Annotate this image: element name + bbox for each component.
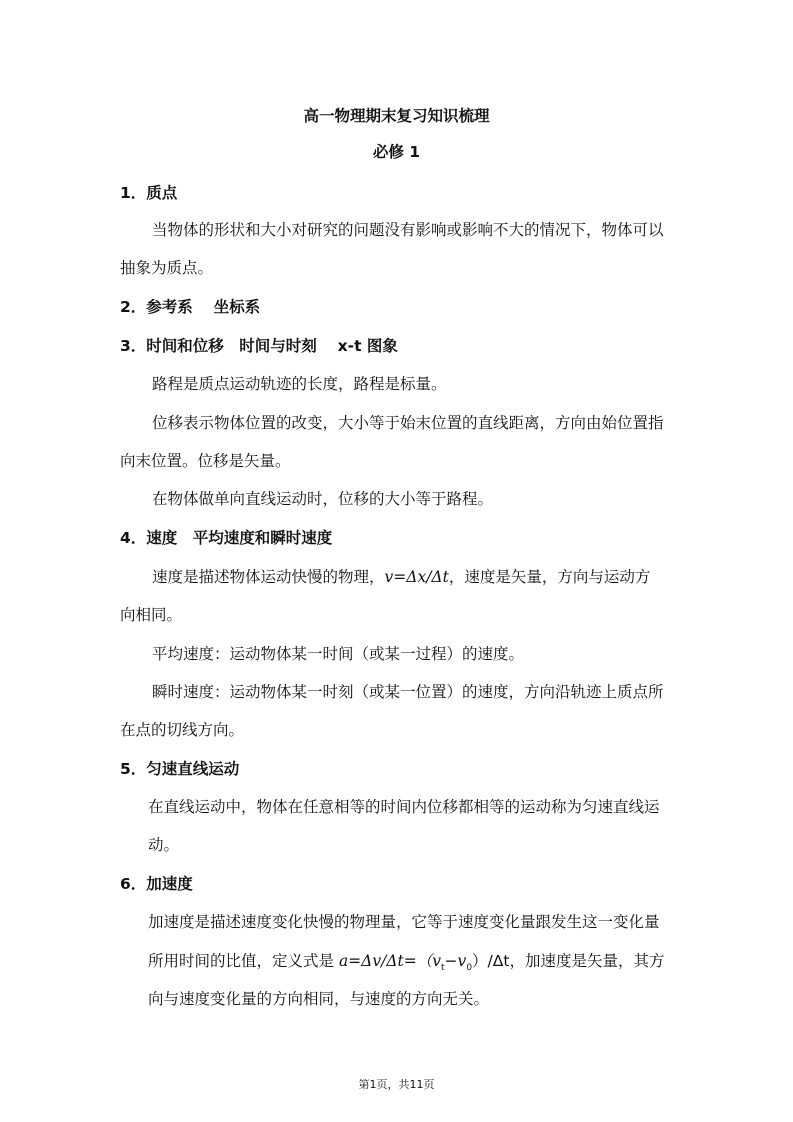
section-heading: 1．质点	[120, 184, 178, 202]
text: 速度是描述物体运动快慢的物理，	[152, 568, 385, 586]
page-footer: 第1页，共11页	[358, 1078, 435, 1091]
text: ，速度是矢量，方向与运动方	[448, 568, 651, 586]
paragraph-line: 平均速度：运动物体某一时间（或某一过程）的速度。	[152, 645, 525, 663]
text: 所用时间的比值，定义式是	[148, 952, 339, 970]
paragraph-line: 在直线运动中，物体在任意相等的时间内位移都相等的运动称为匀速直线运	[148, 798, 660, 816]
formula-v: v	[432, 952, 442, 970]
formula-v: v	[457, 952, 467, 970]
section-heading: 2．参考系 坐标系	[120, 298, 261, 316]
formula-sub: 0	[466, 963, 473, 974]
paragraph-line: 向与速度变化量的方向相同，与速度的方向无关。	[148, 990, 490, 1008]
section-heading: 3．时间和位移 时间与时刻 x-t 图象	[120, 337, 398, 355]
section-heading: 5．匀速直线运动	[120, 760, 240, 778]
paragraph-line: 在点的切线方向。	[120, 721, 245, 739]
paragraph-line	[152, 567, 650, 587]
formula-sub: t	[441, 963, 445, 974]
text: ，加速度是矢量，其方	[509, 952, 665, 970]
paragraph-line: 动。	[148, 836, 180, 854]
formula-tail: ）/Δt	[472, 952, 510, 970]
velocity-formula: v=Δx/Δt	[384, 568, 449, 586]
document-subtitle: 必修 1	[372, 143, 421, 161]
section-heading: 6．加速度	[120, 875, 193, 893]
paragraph-line: 位移表示物体位置的改变，大小等于始末位置的直线距离，方向由始位置指	[152, 414, 664, 432]
paragraph-line: 在物体做单向直线运动时，位移的大小等于路程。	[152, 490, 494, 508]
paragraph-line: 路程是质点运动轨迹的长度，路程是标量。	[152, 375, 447, 393]
paragraph-line: 向相同。	[120, 606, 183, 624]
paragraph-line: 抽象为质点。	[120, 259, 214, 277]
paragraph-line	[148, 951, 664, 978]
section-heading: 4．速度 平均速度和瞬时速度	[120, 529, 333, 547]
paragraph-line: 当物体的形状和大小对研究的问题没有影响或影响不大的情况下，物体可以	[152, 221, 664, 239]
paragraph-line: 向末位置。位移是矢量。	[120, 452, 291, 470]
paragraph-line: 加速度是描述速度变化快慢的物理量，它等于速度变化量跟发生这一变化量	[148, 913, 660, 931]
paragraph-line: 瞬时速度：运动物体某一时刻（或某一位置）的速度，方向沿轨迹上质点所	[152, 683, 664, 701]
formula-minus: −	[444, 952, 458, 970]
acceleration-formula: a=Δv/Δt=（	[338, 952, 433, 970]
document-title: 高一物理期末复习知识梳理	[303, 107, 490, 125]
